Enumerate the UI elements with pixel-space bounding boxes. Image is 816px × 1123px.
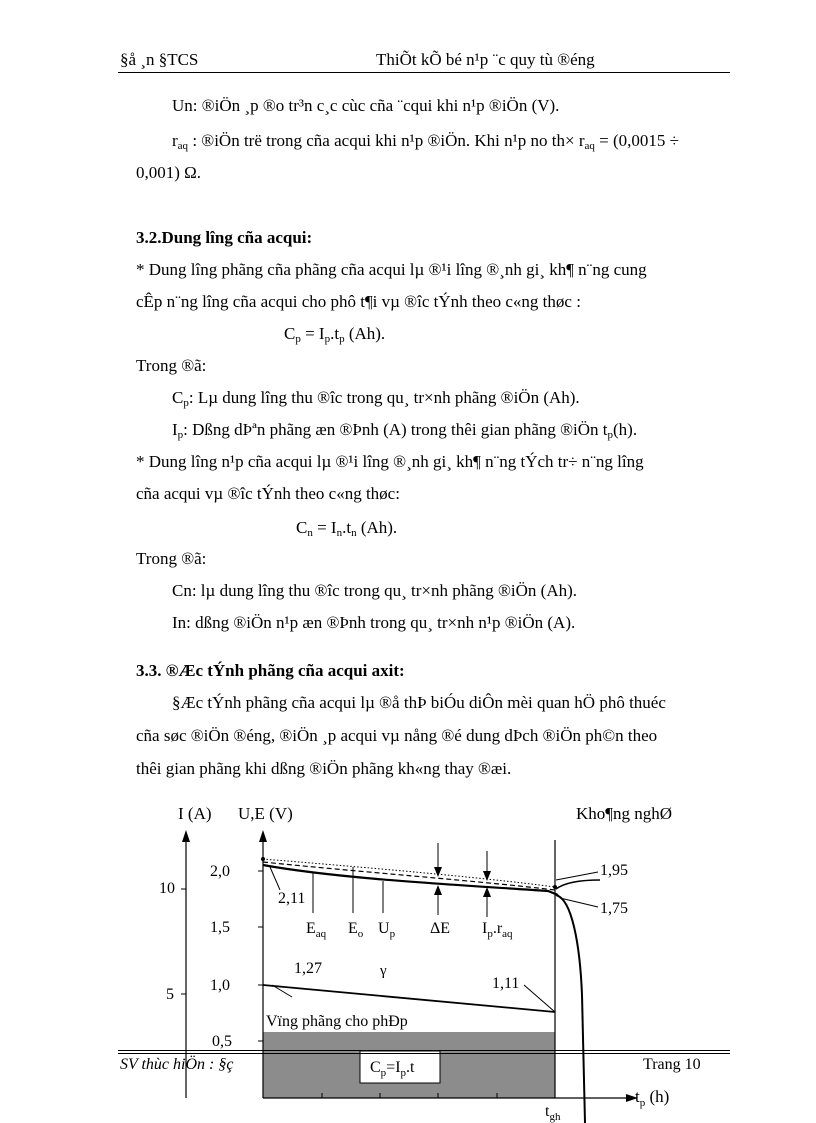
paragraph-line: * Dung lîng n¹p cña acqui lµ ®¹i lîng ®¸nh gi¸ kh¶ n¨ng tÝch tr÷ n¨ng lîng <box>136 452 644 471</box>
delta-e-label: ΔE <box>430 920 451 937</box>
eaq-curve <box>263 859 555 887</box>
footer-author: SV thùc hiÖn : §ç <box>120 1056 234 1073</box>
in-definition: In: dßng ®iÖn n¹p æn ®Þnh trong qu¸ tr×nh n¹p ®iÖn (A). <box>172 613 576 632</box>
paragraph-line: cÊp n¨ng lîng cña acqui cho phô t¶i vµ ®îc tÝnh theo c«ng thøc : <box>136 292 581 311</box>
tgh-label: $t_{gh}$ <box>545 1103 561 1123</box>
leader-111 <box>524 985 555 1012</box>
gamma-label: γ <box>380 963 387 979</box>
ip-definition: $I_p$: Dßng dÞªn phãng æn ®Þnh (A) trong thêi gian phãng ®iÖn $t_p(h)$. <box>172 420 638 441</box>
eaq-label: $E_{aq}$ <box>306 920 327 940</box>
cp-definition: $C_p$: Lµ dung lîng thu ®îc trong qu¸ tr×nh phãng ®iÖn (Ah). <box>172 388 580 409</box>
up-curve <box>263 865 558 895</box>
value-111: 1,11 <box>492 975 520 992</box>
start-point <box>261 857 265 861</box>
value-175: 1,75 <box>600 900 628 917</box>
header-title: ThiÕt kÕ bé n¹p ¨c quy tù ®éng <box>376 50 595 69</box>
raq-definition: $r_{aq}$ : ®iÖn trë trong cña acqui khi n¹p ®iÖn. Khi n¹p no $th\times r_{aq} = (0,0015$ ÷ <box>172 131 679 152</box>
un-definition: Un: ®iÖn ¸p ®o tr³n c¸c cùc cña ¨cqui khi n¹p ®iÖn (V). <box>172 96 560 115</box>
rest-period-label: Kho¶ng nghØ <box>576 804 673 823</box>
raq-definition-cont: 0,001) Ω. <box>136 163 202 182</box>
end-point <box>553 885 557 889</box>
paragraph-line: thêi gian phãng khi dßng ®iÖn phãng kh«ng thay ®æi. <box>136 759 512 778</box>
cn-definition: Cn: lµ dung lîng thu ®îc trong qu¸ tr×nh phãng ®iÖn (Ah). <box>172 581 578 600</box>
section-3-2-title: 3.2.Dung lîng cña acqui: <box>136 228 313 247</box>
i-tick-label: 5 <box>166 986 174 1003</box>
u-tick-label: 0,5 <box>212 1033 232 1050</box>
voltage-drop-curve <box>556 895 585 1123</box>
ip-raq-label: $I_p.r_{aq}$ <box>482 920 513 940</box>
eo-label: $E_o$ <box>348 920 364 940</box>
page-number: Trang 10 <box>643 1056 701 1073</box>
permissible-zone-label: Vïng phãng cho phÐp <box>266 1013 408 1030</box>
u-tick-label: 1,5 <box>210 919 230 936</box>
u-tick-label: 2,0 <box>210 863 230 880</box>
up-label: $U_p$ <box>378 920 396 940</box>
u-tick-label: 1,0 <box>210 977 230 994</box>
delta-e-arrowhead <box>434 867 442 877</box>
i-tick-label: 10 <box>159 880 175 897</box>
time-axis-label: $t_p$ (h) <box>635 1087 670 1109</box>
formula-charge-capacity: $C_n = I_n.t_n$ (Ah). <box>296 518 398 539</box>
leader-211 <box>270 867 280 890</box>
paragraph-line: * Dung lîng phãng cña phãng cña acqui lµ ®¹i lîng ®¸nh gi¸ kh¶ n¨ng cung <box>136 260 647 279</box>
footer-rule <box>118 1050 730 1051</box>
eo-curve <box>263 862 555 890</box>
paragraph-line: cña acqui vµ ®îc tÝnh theo c«ng thøc: <box>136 484 400 503</box>
header-rule <box>118 72 730 73</box>
section-3-3-title: 3.3. ®Æc tÝnh phãng cña acqui axit: <box>136 661 405 680</box>
recovery-curve <box>556 880 600 889</box>
i-axis-arrow <box>182 830 190 842</box>
ipr-arrowhead <box>483 887 491 897</box>
paragraph-line: §Æc tÝnh phãng cña acqui lµ ®å thÞ biÓu diÔn mèi quan hÖ phô thuéc <box>172 693 666 712</box>
u-axis-label: U,E (V) <box>238 804 293 823</box>
i-axis-label: I (A) <box>178 804 212 823</box>
formula-discharge-capacity: $C_p = I_p.t_p$ (Ah). <box>284 324 386 345</box>
value-195: 1,95 <box>600 862 628 879</box>
delta-e-arrowhead <box>434 885 442 895</box>
value-127: 1,27 <box>294 960 322 977</box>
capacity-formula-label: $C_p=I_p.t$ <box>370 1059 415 1079</box>
u-axis-arrow <box>259 830 267 842</box>
value-211: 2,11 <box>278 890 306 907</box>
trong-do-label: Trong ®ã: <box>136 356 207 375</box>
header-left: §å ¸n §TCS <box>120 50 199 69</box>
leader-195 <box>556 872 598 880</box>
footer-rule <box>118 1053 730 1054</box>
paragraph-line: cña søc ®iÖn ®éng, ®iÖn ¸p acqui vµ nång ®é dung dÞch ®iÖn ph©n theo <box>136 726 658 745</box>
trong-do-label: Trong ®ã: <box>136 549 207 568</box>
